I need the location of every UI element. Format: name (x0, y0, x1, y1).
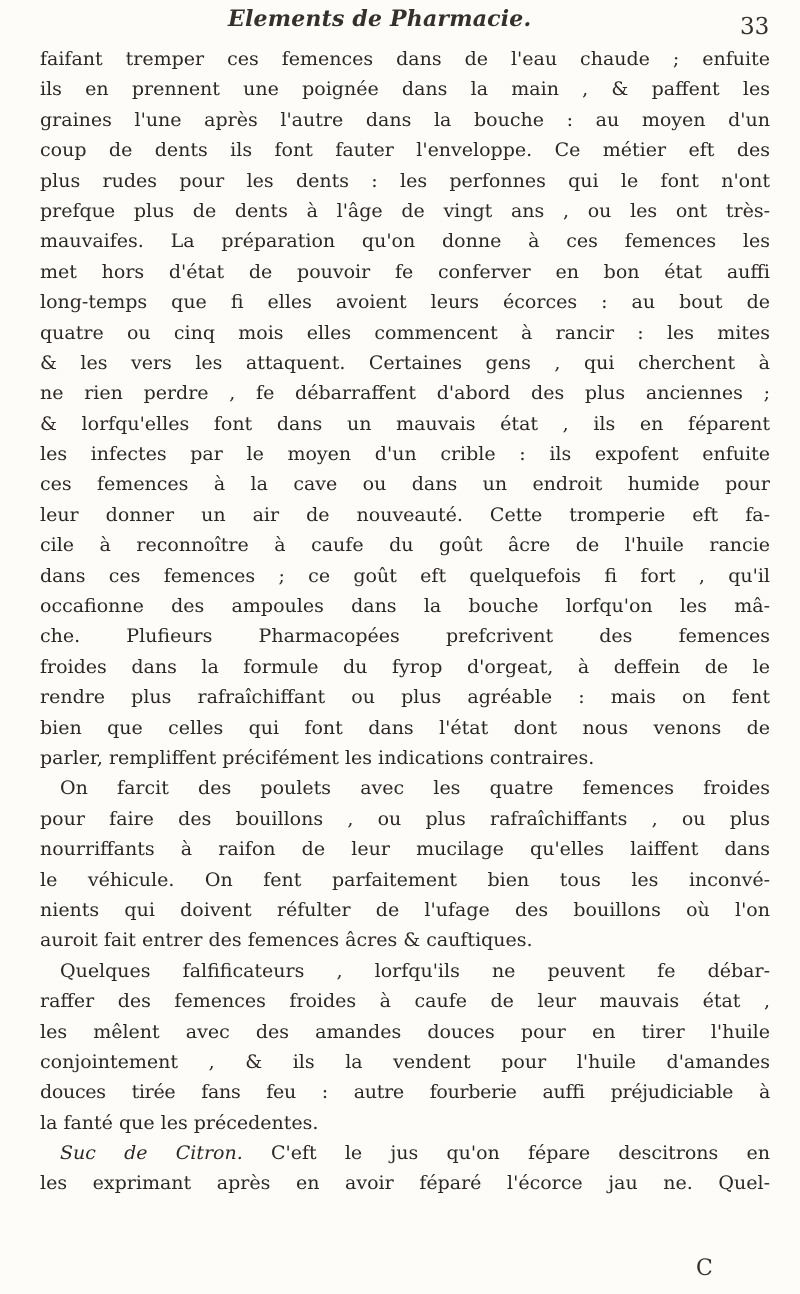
text-line: froides dans la formule du fyrop d'orgeat, à deffein de le (40, 655, 770, 678)
signature-mark: C (696, 1256, 713, 1281)
body-text (40, 44, 770, 1199)
text-line: dans ces femences ; ce goût eft quelquefois fi fort , qu'il (40, 564, 770, 587)
text-line: quatre ou cinq mois elles commencent à rancir : les mites (40, 321, 770, 344)
text-line: auroit fait entrer des femences âcres & cauftiques. (40, 929, 533, 952)
text-line: met hors d'état de pouvoir fe conferver en bon état auffi (40, 260, 770, 283)
text-line: ces femences à la cave ou dans un endroit humide pour (40, 473, 770, 496)
text-line: les exprimant après en avoir féparé l'écorce jau ne. Quel- (40, 1172, 770, 1195)
text-line: douces tirée fans feu : autre fourberie auffi préjudiciable à (40, 1081, 770, 1104)
text-line: Quelques falfificateurs , lorfqu'ils ne peuvent fe débar- (60, 959, 770, 982)
text-line: rendre plus rafraîchiffant ou plus agréable : mais on fent (40, 686, 770, 709)
running-title: Elements de Pharmacie. (228, 6, 532, 32)
text-line: conjointement , & ils la vendent pour l'huile d'amandes (40, 1050, 770, 1073)
text-line: le véhicule. On fent parfaitement bien tous les inconvé- (40, 868, 770, 891)
text-line: leur donner un air de nouveauté. Cette tromperie eft fa- (40, 503, 770, 526)
text-line: nients qui doivent réfulter de l'ufage des bouillons où l'on (40, 898, 770, 921)
text-line: long-temps que fi elles avoient leurs écorces : au bout de (40, 291, 770, 314)
section-text: C'eft le jus qu'on fépare descitrons en (242, 1142, 770, 1165)
text-line: ils en prennent une poignée dans la main , & paffent les (40, 78, 770, 101)
text-line: parler, rempliffent précifément les indications contraires. (40, 746, 595, 769)
text-line: pour faire des bouillons , ou plus rafraîchiffants , ou plus (40, 807, 770, 830)
text-line: raffer des femences froides à caufe de leur mauvais état , (40, 990, 770, 1013)
text-line: les mêlent avec des amandes douces pour en tirer l'huile (40, 1020, 770, 1043)
text-line: ne rien perdre , fe débarraffent d'abord des plus anciennes ; (40, 382, 770, 405)
text-line: faifant tremper ces femences dans de l'eau chaude ; enfuite (40, 48, 770, 70)
text-line: les infectes par le moyen d'un crible : ils expofent enfuite (40, 443, 770, 466)
text-line (40, 1138, 770, 1168)
text-line: & les vers les attaquent. Certaines gens , qui cherchent à (40, 351, 770, 374)
text-line: la fanté que les précedentes. (40, 1111, 319, 1134)
text-line: nourriffants à raifon de leur mucilage qu'elles laiffent dans (40, 838, 770, 861)
text-line: mauvaifes. La préparation qu'on donne à ces femences les (40, 230, 770, 253)
text-line: & lorfqu'elles font dans un mauvais état , ils en féparent (40, 412, 770, 435)
section-lead: Suc de Citron. (60, 1142, 243, 1165)
text-line: prefque plus de dents à l'âge de vingt ans , ou les ont très- (40, 199, 770, 222)
text-line: coup de dents ils font fauter l'enveloppe. Ce métier eft des (40, 139, 770, 162)
text-line: occafionne des ampoules dans la bouche lorfqu'on les mâ- (40, 595, 770, 618)
text-line: plus rudes pour les dents : les perfonnes qui le font n'ont (40, 169, 770, 192)
page-number: 33 (740, 14, 770, 40)
text-line: graines l'une après l'autre dans la bouche : au moyen d'un (40, 108, 770, 131)
text-line: che. Plufieurs Pharmacopées prefcrivent des femences (40, 625, 770, 648)
text-line: On farcit des poulets avec les quatre femences froides (60, 777, 770, 800)
text-line: bien que celles qui font dans l'état dont nous venons de (40, 716, 770, 739)
text-line: cile à reconnoître à caufe du goût âcre de l'huile rancie (40, 534, 770, 557)
